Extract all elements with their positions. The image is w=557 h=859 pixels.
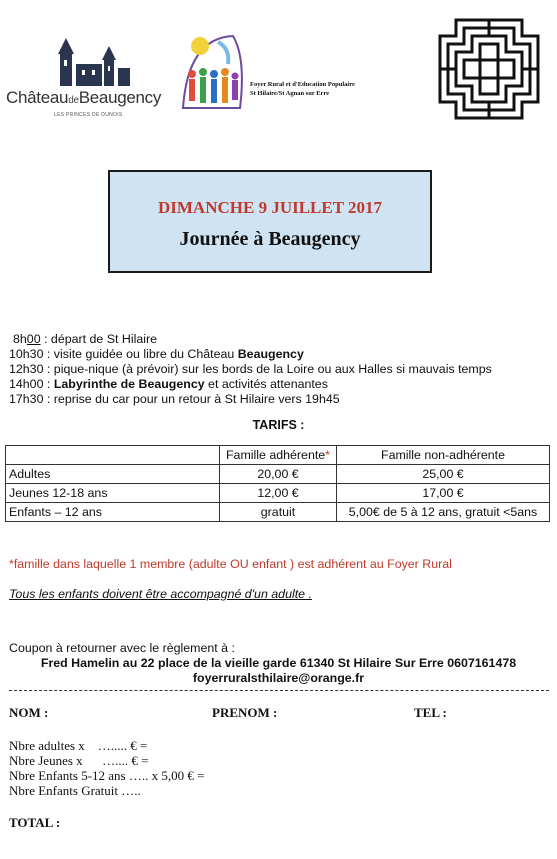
people-icon	[178, 28, 248, 118]
form-total-label: TOTAL :	[9, 815, 61, 830]
table-header-cell: Famille non-adhérente	[337, 446, 550, 465]
table-cell: Enfants – 12 ans	[6, 503, 220, 522]
tarif-table	[5, 445, 550, 522]
coupon-intro: Coupon à retourner avec le règlement à :	[9, 641, 235, 655]
asterisk: *	[325, 448, 330, 462]
chateau-subtitle: LES PRINCES DE DUNOIS	[54, 112, 123, 118]
form-row-jeunes: Nbre Jeunes x ….... € =	[9, 753, 149, 768]
schedule-item: 12h30 : pique-nique (à prévoir) sur les bords de la Loire ou aux Halles si mauvais temps	[9, 362, 492, 376]
coupon-email: foyerruralsthilaire@orange.fr	[192, 671, 365, 685]
labyrinth-icon	[430, 10, 548, 128]
table-cell: Adultes	[6, 465, 220, 484]
foyer-name-line1: Foyer Rural et d'Education Populaire	[250, 81, 355, 88]
title-box	[108, 170, 432, 273]
form-tel-label: TEL :	[414, 705, 447, 720]
table-cell: 17,00 €	[337, 484, 550, 503]
schedule-item: 8h00 : départ de St Hilaire	[13, 332, 157, 346]
foyer-rural-logo	[178, 28, 418, 120]
table-row	[6, 503, 550, 522]
form-row-adultes: Nbre adultes x …..... € =	[9, 738, 148, 753]
table-cell: 12,00 €	[220, 484, 337, 503]
labyrinth-logo	[430, 10, 548, 128]
note-enfants-accompagnes: Tous les enfants doivent être accompagné d'un adulte .	[9, 587, 312, 601]
table-cell: Jeunes 12-18 ans	[6, 484, 220, 503]
table-cell: 5,00€ de 5 à 12 ans, gratuit <5ans	[337, 503, 550, 522]
table-header-row	[6, 446, 550, 465]
table-cell: 25,00 €	[337, 465, 550, 484]
castle-icon	[6, 38, 166, 88]
schedule-item: 10h30 : visite guidée ou libre du Château Beaugency	[9, 347, 304, 361]
table-cell: 20,00 €	[220, 465, 337, 484]
form-quantities	[9, 738, 204, 798]
chateau-name-start: Château	[6, 88, 69, 107]
chateau-name-de: de	[68, 95, 79, 106]
cut-line-divider	[9, 690, 549, 691]
chateau-beaugency-logo	[6, 38, 166, 124]
table-header-cell	[6, 446, 220, 465]
schedule-item: 14h00 : Labyrinthe de Beaugency et activités attenantes	[9, 377, 328, 391]
form-prenom-label: PRENOM :	[212, 705, 278, 720]
form-row-enfants: Nbre Enfants 5-12 ans ….. x 5,00 € =	[9, 768, 205, 783]
event-title: Journée à Beaugency	[179, 228, 361, 250]
schedule	[9, 332, 492, 407]
form-row-enfants-gratuit: Nbre Enfants Gratuit …..	[9, 783, 141, 798]
note-famille-adherente: *famille dans laquelle 1 membre (adulte OU enfant ) est adhérent au Foyer Rural	[9, 557, 452, 571]
tarifs-heading: TARIFS :	[252, 418, 305, 432]
form-nom-label: NOM :	[9, 705, 49, 720]
schedule-item: 17h30 : reprise du car pour un retour à St Hilaire vers 19h45	[9, 392, 340, 406]
table-cell: gratuit	[220, 503, 337, 522]
coupon-address: Fred Hamelin au 22 place de la vieille garde 61340 St Hilaire Sur Erre 0607161478	[40, 656, 517, 670]
foyer-name-line2: St Hilaire/St Agnan sur Erre	[250, 90, 330, 97]
table-row	[6, 484, 550, 503]
table-header-cell: Famille adhérente*	[220, 446, 337, 465]
table-row	[6, 465, 550, 484]
chateau-name-end: Beaugency	[78, 88, 162, 107]
event-date: DIMANCHE 9 JUILLET 2017	[157, 198, 383, 217]
